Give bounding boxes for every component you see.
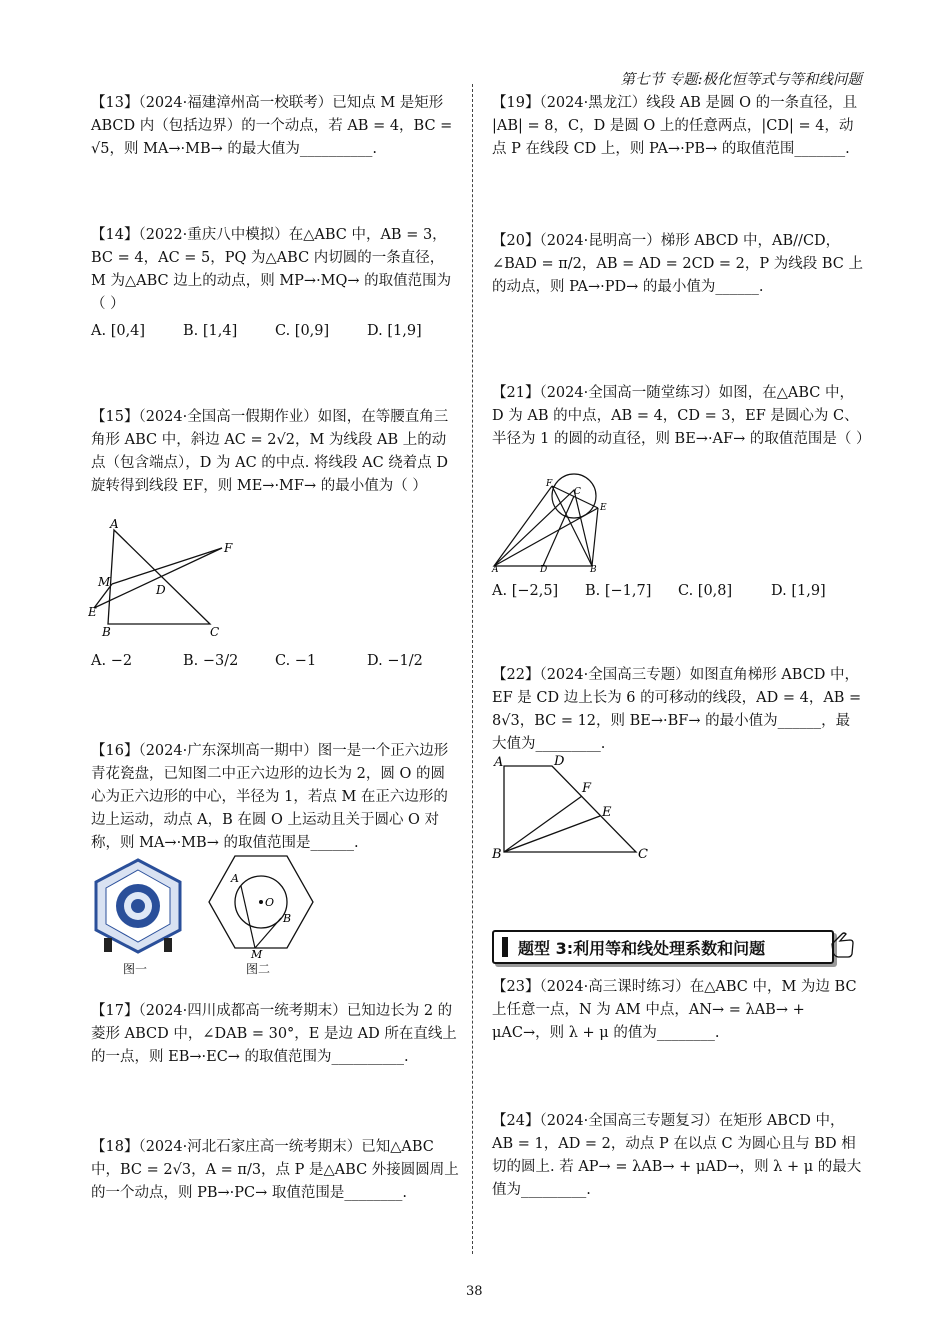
option-b: B. [−1,7]: [585, 583, 652, 599]
option-a: A. −2: [91, 653, 133, 669]
f22-label-f: F: [582, 781, 592, 796]
problem-24: [492, 1110, 864, 1202]
problem-22: [492, 664, 864, 756]
option-d: D. [1,9]: [771, 583, 826, 599]
f22-label-d: D: [554, 754, 565, 769]
problem-14-text: 【14】（2022·重庆八中模拟）在△ABC 中，AB = 3，BC = 4，AC = 5，PQ 为△ABC 内切圆的一条直径，M 为△ABC 边上的动点，则 MP→·MQ→ 的取值范围为（ ）: [91, 227, 452, 312]
f21-label-a: A: [492, 565, 499, 572]
section-3-title: 题型 3:利用等和线处理系数和问题: [518, 938, 766, 958]
problem-17: [91, 1000, 459, 1069]
figure-16-caption-1: 图一: [123, 962, 148, 976]
page-number: 38: [466, 1284, 483, 1299]
f15-label-e: E: [88, 605, 97, 619]
pointing-hand-icon: [828, 928, 856, 960]
f16-label-b: B: [283, 912, 292, 925]
figure-16-hexagon: [205, 852, 317, 958]
problem-24-text: 【24】（2024·全国高三专题复习）在矩形 ABCD 中，AB = 1，AD = 2，动点 P 在以点 C 为圆心且与 BD 相切的圆上. 若 AP→ = λAB→ + μAD→，则 λ + μ 的最大值为_________.: [492, 1113, 862, 1198]
f21-label-c: C: [574, 487, 581, 497]
problem-18-text: 【18】（2024·河北石家庄高一统考期末）已知△ABC 中，BC = 2√3，A = π/3，点 P 是△ABC 外接圆圆周上的一个动点，则 PB→·PC→ 取值范围是________.: [91, 1139, 459, 1201]
f21-label-e: E: [600, 503, 607, 513]
section-marker: [502, 937, 508, 957]
option-c: C. [0,9]: [275, 323, 330, 339]
option-a: A. [−2,5]: [492, 583, 559, 599]
figure-16-caption-2: 图二: [246, 962, 271, 976]
f21-label-b: B: [590, 565, 597, 572]
f16-label-o: O: [265, 896, 275, 909]
f15-label-b: B: [102, 625, 111, 639]
f15-label-a: A: [110, 518, 119, 531]
figure-15-triangle: [88, 518, 248, 640]
problem-15-options-wrap: [91, 646, 459, 673]
option-b: B. [1,4]: [183, 323, 238, 339]
problem-16: [91, 740, 459, 855]
problem-18: [91, 1136, 459, 1205]
problem-20-text: 【20】（2024·昆明高一）梯形 ABCD 中，AB//CD，∠BAD = π/2，AB = AD = 2CD = 2，P 为线段 BC 上的动点，则 PA→·PD→ 的最小值为______.: [492, 233, 864, 295]
figure-16-plate-photo: [90, 858, 186, 954]
problem-20: [492, 230, 864, 299]
problem-15-text: 【15】（2024·全国高一假期作业）如图，在等腰直角三角形 ABC 中，斜边 AC = 2√2，M 为线段 AB 上的动点（包含端点），D 为 AC 的中点. 将线段 AC 绕着点 D 旋转得到线段 EF，则 ME→·MF→ 的最小值为（ ）: [91, 409, 449, 494]
problem-17-text: 【17】（2024·四川成都高一统考期末）已知边长为 2 的菱形 ABCD 中，∠DAB = 30°，E 是边 AD 所在直线上的一点，则 EB→·EC→ 的取值范围为__________.: [91, 1003, 457, 1065]
option-a: A. [0,4]: [91, 323, 146, 339]
f16-label-a: A: [231, 872, 239, 885]
f15-label-f: F: [224, 541, 233, 555]
problem-21-options: [492, 580, 864, 603]
figure-21-circle-triangle: [490, 472, 614, 572]
f15-label-m: M: [98, 575, 111, 589]
f22-label-b: B: [492, 847, 502, 862]
problem-23: [492, 976, 864, 1045]
problem-19: [492, 92, 864, 161]
f22-label-c: C: [638, 847, 648, 862]
problem-13-text: 【13】（2024·福建漳州高一校联考）已知点 M 是矩形 ABCD 内（包括边界）的一个动点，若 AB = 4，BC = √5，则 MA→·MB→ 的最大值为__________.: [91, 95, 453, 157]
f16-label-m: M: [251, 948, 263, 958]
f21-label-d: D: [540, 565, 548, 572]
problem-21-text: 【21】（2024·全国高一随堂练习）如图，在△ABC 中，D 为 AB 的中点，AB = 4，CD = 3，EF 是圆心为 C、半径为 1 的圆的动直径，则 BE→·AF→ 的取值范围是（ ）: [492, 385, 871, 447]
option-d: D. −1/2: [367, 653, 423, 669]
problem-15: [91, 406, 459, 498]
problem-14: [91, 224, 459, 343]
option-b: B. −3/2: [183, 653, 239, 669]
problem-21: [492, 382, 871, 451]
section-3-heading: [492, 930, 834, 964]
problem-23-text: 【23】（2024·高三课时练习）在△ABC 中，M 为边 BC 上任意一点，N 为 AM 中点，AN→ = λAB→ + μAC→，则 λ + μ 的值为________.: [492, 979, 857, 1041]
option-d: D. [1,9]: [367, 323, 422, 339]
f15-label-d: D: [156, 583, 166, 597]
page-header: 第七节 专题:极化恒等式与等和线问题: [620, 72, 862, 88]
problem-21-options-wrap: [492, 576, 864, 603]
option-c: C. [0,8]: [678, 583, 733, 599]
problem-15-options: [91, 650, 459, 673]
problem-13: [91, 92, 459, 161]
problem-19-text: 【19】（2024·黑龙江）线段 AB 是圆 O 的一条直径，且 |AB| = 8，C，D 是圆 O 上的任意两点，|CD| = 4，动点 P 在线段 CD 上，则 PA→·PB→ 的取值范围_______.: [492, 95, 858, 157]
option-c: C. −1: [275, 653, 317, 669]
problem-22-text: 【22】（2024·全国高三专题）如图直角梯形 ABCD 中，EF 是 CD 边上长为 6 的可移动的线段，AD = 4，AB = 8√3，BC = 12，则 BE→·BF→ 的最小值为______，最大值为_________.: [492, 667, 862, 752]
problem-16-text: 【16】（2024·广东深圳高一期中）图一是一个正六边形青花瓷盘，已知图二中正六边形的边长为 2，圆 O 的圆心为正六边形的中心，半径为 1，若点 M 在正六边形的边上运动，动点 A，B 在圆 O 上运动且关于圆心 O 对称，则 MA→·MB→ 的取值范围是______.: [91, 743, 449, 851]
f21-label-f: F: [546, 479, 553, 489]
column-divider: [472, 84, 473, 1254]
figure-22-trapezoid: [490, 752, 660, 862]
problem-14-options: [91, 320, 459, 343]
f15-label-c: C: [210, 625, 220, 639]
f22-label-a: A: [494, 755, 504, 770]
f22-label-e: E: [602, 805, 612, 820]
